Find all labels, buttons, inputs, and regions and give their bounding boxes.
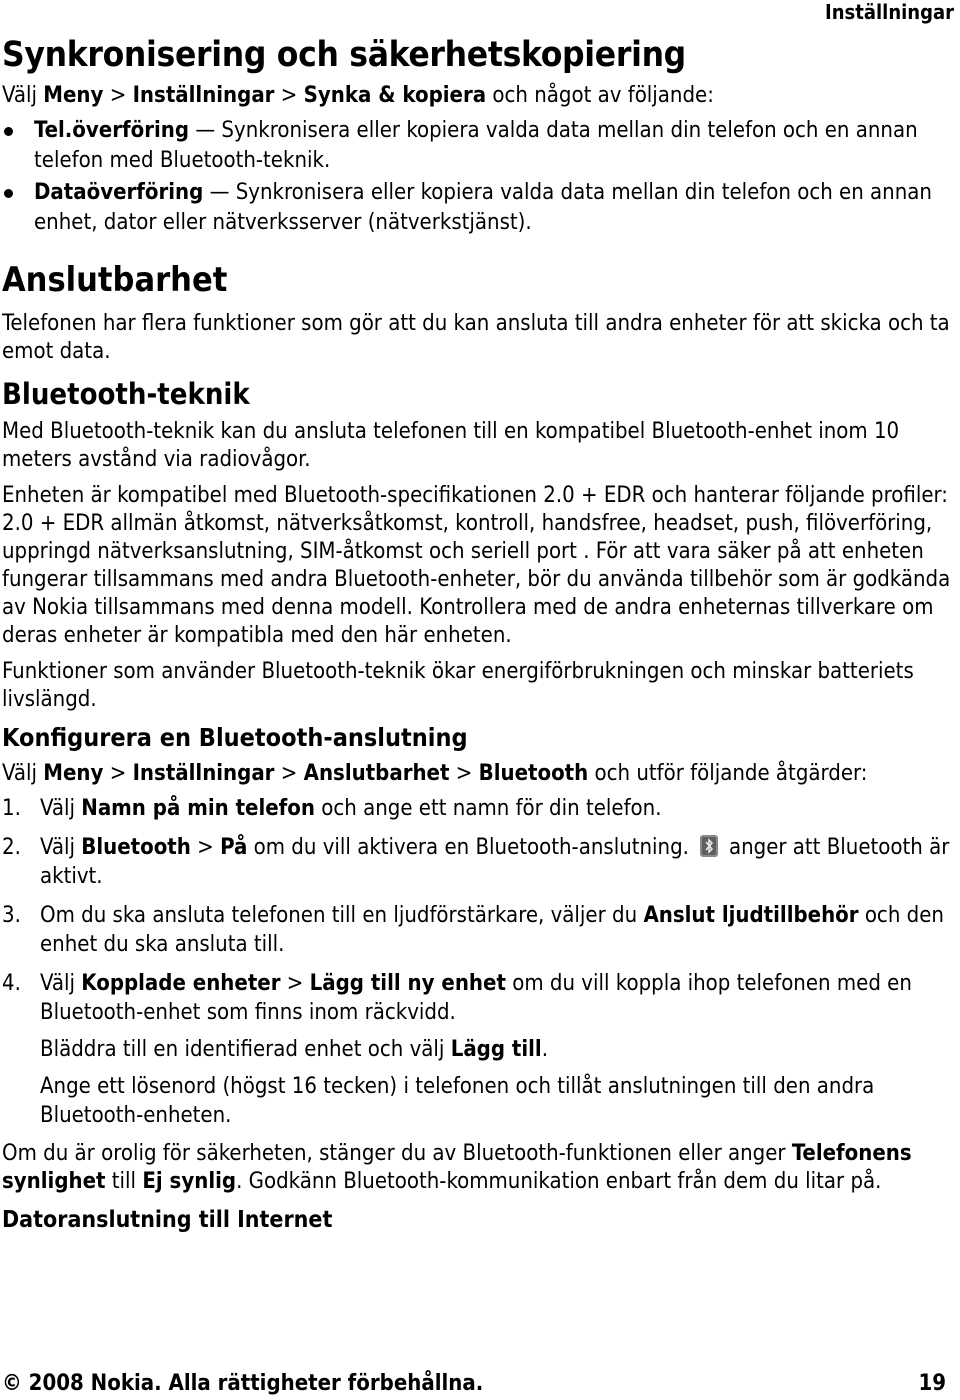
path-sep: > [197,835,214,860]
option-term: Dataöverföring [34,180,204,205]
list-item [2,178,954,238]
page-footer [2,1370,946,1398]
step-text: om du vill aktivera en Bluetooth-anslutning. [253,835,689,860]
note-option: Ej synlig [142,1169,237,1194]
bluetooth-active-icon [699,834,719,858]
option-description: Synkronisera eller kopiera valda data mellan din telefon och en annan enhet, dator eller nätverksserver (nätverkstjänst). [34,180,932,235]
step-text: Välj [40,971,75,996]
path-intro: Välj [2,83,37,108]
bluetooth-title: Bluetooth-teknik [2,377,250,411]
step-option: På [220,835,248,860]
em-dash: — [209,180,230,205]
step-text: . [541,1037,549,1062]
path-connectivity: Anslutbarhet [303,761,450,786]
path-outro: och något av följande: [492,83,714,108]
em-dash: — [195,118,216,143]
step-option: Namn på min telefon [81,796,315,821]
page-content [2,34,954,1242]
path-menu: Meny [43,761,104,786]
path-sep: > [109,83,127,108]
step-1 [2,794,954,823]
note-text: . Godkänn Bluetooth-kommunikation enbart från dem du litar på. [236,1169,882,1194]
step-4-substep [40,1035,954,1064]
step-text: Om du ska ansluta telefonen till en ljudförstärkare, väljer du [40,903,638,928]
path-sync-copy: Synka & kopiera [303,83,487,108]
copyright: © 2008 Nokia. Alla rättigheter förbehållna. [2,1371,484,1396]
step-4 [2,969,954,1130]
step-text: och ange ett namn för din telefon. [321,796,662,821]
step-option: Anslut ljudtillbehör [643,903,859,928]
step-number: 3. [2,903,21,928]
internet-title: Datoranslutning till Internet [2,1207,333,1233]
path-settings: Inställningar [132,761,275,786]
connectivity-text: Telefonen har flera funktioner som gör att du kan ansluta till andra enheter för att skicka och ta emot data. [2,311,950,364]
path-sep: > [455,761,473,786]
step-option: Kopplade enheter [81,971,281,996]
configure-title: Konfigurera en Bluetooth-anslutning [2,723,468,752]
note-text: Om du är orolig för säkerheten, stänger du av Bluetooth-funktionen eller anger [2,1141,786,1166]
path-menu: Meny [43,83,104,108]
sync-options-list [2,116,954,238]
path-sep: > [286,971,304,996]
step-text: Välj [40,796,75,821]
bluetooth-intro: Med Bluetooth-teknik kan du ansluta telefonen till en kompatibel Bluetooth-enhet inom 10 meters avstånd via radiovågor. [2,419,900,472]
sync-menu-path [2,82,954,110]
page-number: 19 [918,1371,946,1396]
step-2 [2,833,954,891]
step-number: 4. [2,971,21,996]
bluetooth-battery-note: Funktioner som använder Bluetooth-teknik ökar energiförbrukningen och minskar batteriets livslängd. [2,659,914,712]
step-4-substep: Ange ett lösenord (högst 16 tecken) i telefonen och tillåt anslutningen till den andra Bluetooth-enheten. [40,1074,875,1128]
path-bluetooth: Bluetooth [478,761,589,786]
step-option: Bluetooth [81,835,191,860]
step-number: 1. [2,796,21,821]
path-sep: > [280,761,298,786]
configure-steps [2,794,954,1130]
configure-menu-path [2,760,954,788]
step-text: om du vill koppla ihop telefonen med en Bluetooth-enhet som finns inom räckvidd. [40,971,912,1025]
note-text: till [111,1169,137,1194]
step-3 [2,901,954,959]
security-note [2,1140,954,1196]
step-number: 2. [2,835,21,860]
path-sep: > [109,761,127,786]
option-term: Tel.överföring [34,118,190,143]
step-option: Lägg till ny enhet [309,971,506,996]
bluetooth-compatibility: Enheten är kompatibel med Bluetooth-specifikationen 2.0 + EDR och hanterar följande profiler: 2.0 + EDR allmän åtkomst, nätverksåtkomst, kontroll, handsfree, headset, push, filöverföring, uppringd nätverksanslutning, SIM-åtkomst och seriell port . För att vara säker på att enheten fungerar tillsammans med andra Bluetooth-enheter, bör du använda tillbehör som är godkända av Nokia tillsammans med denna modell. Kontrollera med de andra enheternas tillverkare om deras enheter är kompatibla med den här enheten. [2,483,951,648]
step-text: Välj [40,835,75,860]
step-text: anger att Bluetooth är aktivt. [40,835,950,889]
step-text: Bläddra till en identifierad enhet och välj [40,1037,445,1062]
sync-title: Synkronisering och säkerhetskopiering [2,35,686,75]
list-item [2,116,954,176]
step-option: Lägg till [450,1037,542,1062]
path-outro: och utför följande åtgärder: [594,761,868,786]
path-intro: Välj [2,761,37,786]
option-description: Synkronisera eller kopiera valda data mellan din telefon och en annan telefon med Bluetooth-teknik. [34,118,918,173]
path-sep: > [280,83,298,108]
note-option: Telefonens synlighet [2,1141,912,1194]
connectivity-title: Anslutbarhet [2,260,228,300]
running-header: Inställningar [825,0,954,24]
step-text: och den enhet du ska ansluta till. [40,903,944,957]
path-settings: Inställningar [132,83,275,108]
